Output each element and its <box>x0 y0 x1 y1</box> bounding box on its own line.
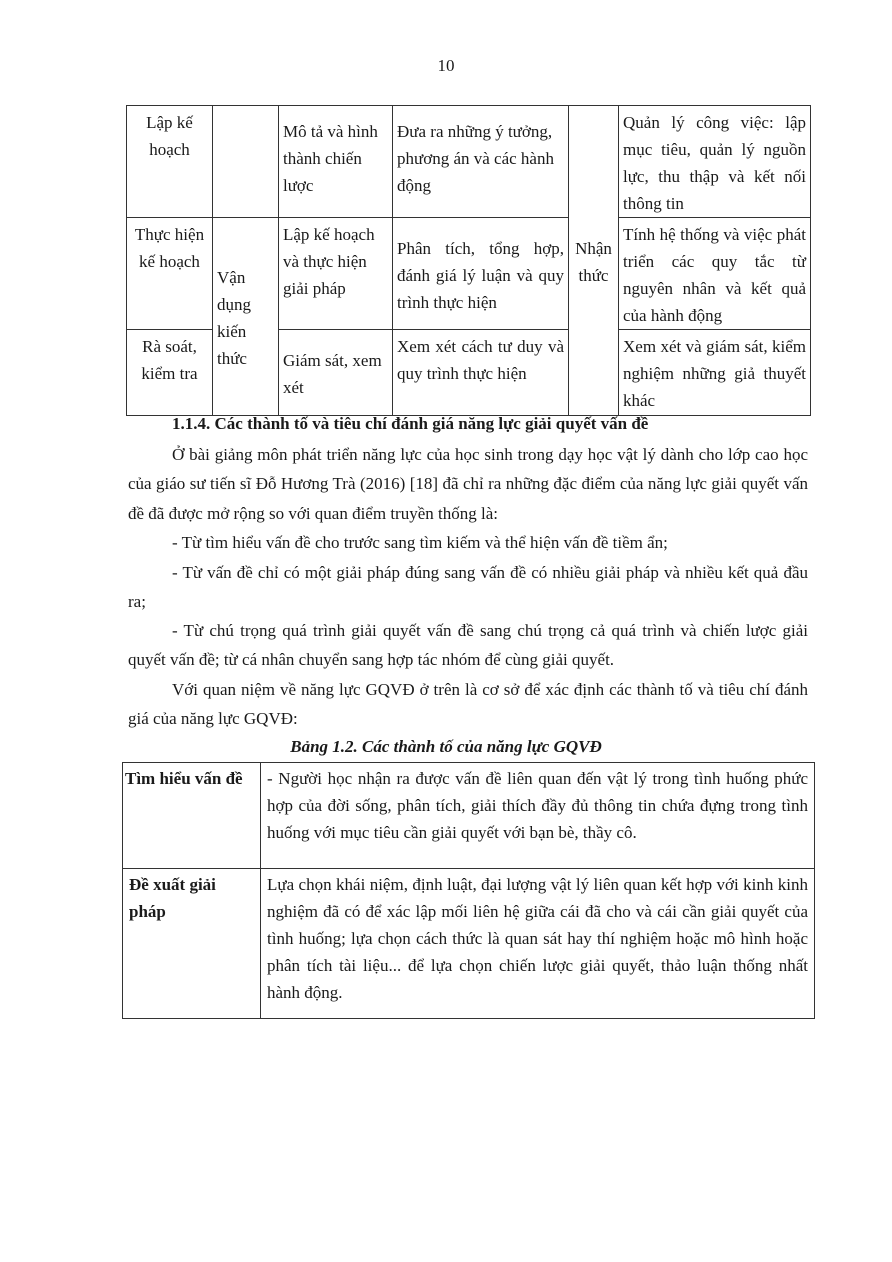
page-number: 10 <box>437 56 455 75</box>
table-cell: Xem xét cách tư duy và quy trình thực hiện <box>393 330 569 416</box>
table-cell: Tính hệ thống và việc phát triển các quy tắc từ nguyên nhân và kết quả của hành động <box>619 218 811 330</box>
competency-process-table <box>126 105 811 416</box>
table-row <box>123 869 815 1019</box>
table-cell: Phân tích, tổng hợp, đánh giá lý luận và quy trình thực hiện <box>393 218 569 330</box>
table-cell: Đưa ra những ý tưởng, phương án và các hành động <box>393 106 569 218</box>
table-row <box>127 218 811 330</box>
table-cell-empty <box>213 106 279 218</box>
component-label: Đề xuất giải pháp <box>123 869 261 1019</box>
table-cell-merged: Vận dụng kiến thức <box>213 218 279 416</box>
table-caption: Bảng 1.2. Các thành tố của năng lực GQVĐ <box>290 737 602 756</box>
list-item: - Từ vấn đề chỉ có một giải pháp đúng sang vấn đề có nhiều giải pháp và nhiều kết quả đầu ra; <box>128 563 808 612</box>
table-cell: Giám sát, xem xét <box>279 330 393 416</box>
table-row <box>127 106 811 218</box>
intro-paragraph: Ở bài giảng môn phát triển năng lực của học sinh trong dạy học vật lý dành cho lớp cao học của giáo sư tiến sĩ Đỗ Hương Trà (2016) [18] đã chỉ ra những đặc điểm của năng lực giải quyết vấn đề đã được mở rộng so với quan điểm truyền thống là: <box>128 445 808 523</box>
table-cell: Quản lý công việc: lập mục tiêu, quản lý nguồn lực, thu thập và kết nối thông tin <box>619 106 811 218</box>
table-cell: Lập kế hoạch và thực hiện giải pháp <box>279 218 393 330</box>
section-heading: 1.1.4. Các thành tố và tiêu chí đánh giá năng lực giải quyết vấn đề <box>172 414 649 433</box>
component-label: Tìm hiểu vấn đề <box>123 763 261 869</box>
conclusion-paragraph: Với quan niệm về năng lực GQVĐ ở trên là cơ sở để xác định các thành tố và tiêu chí đánh giá của năng lực GQVĐ: <box>128 680 808 729</box>
table-cell: Xem xét và giám sát, kiểm nghiệm những giả thuyết khác <box>619 330 811 416</box>
table-row <box>123 763 815 869</box>
component-description: Lựa chọn khái niệm, định luật, đại lượng vật lý liên quan kết hợp với kinh kinh nghiệm đã có để xác lập mối liên hệ giữa cái đã cho và cái cần giải quyết của tình huống; lựa chọn cách thức là quan sát hay thí nghiệm hoặc mô hình hoặc phân tích tài liệu... để lựa chọn chiến lược giải quyết, thảo luận thống nhất hành động. <box>261 869 815 1019</box>
component-description: - Người học nhận ra được vấn đề liên quan đến vật lý trong tình huống phức hợp của đời sống, phân tích, giải thích đầy đủ thông tin chứa đựng trong tình huống với mục tiêu cần giải quyết với bạn bè, thầy cô. <box>261 763 815 869</box>
table-cell: Lập kế hoạch <box>127 106 213 218</box>
list-item: - Từ tìm hiểu vấn đề cho trước sang tìm kiếm và thể hiện vấn đề tiềm ẩn; <box>172 533 668 552</box>
table-cell: Thực hiện kế hoạch <box>127 218 213 330</box>
gqvd-components-table <box>122 762 815 1019</box>
list-item: - Từ chú trọng quá trình giải quyết vấn đề sang chú trọng cả quá trình và chiến lược giải quyết vấn đề; từ cá nhân chuyển sang hợp tác nhóm để cùng giải quyết. <box>128 621 808 670</box>
table-cell: Rà soát, kiểm tra <box>127 330 213 416</box>
table-cell-merged: Nhận thức <box>569 106 619 416</box>
table-cell: Mô tả và hình thành chiến lược <box>279 106 393 218</box>
